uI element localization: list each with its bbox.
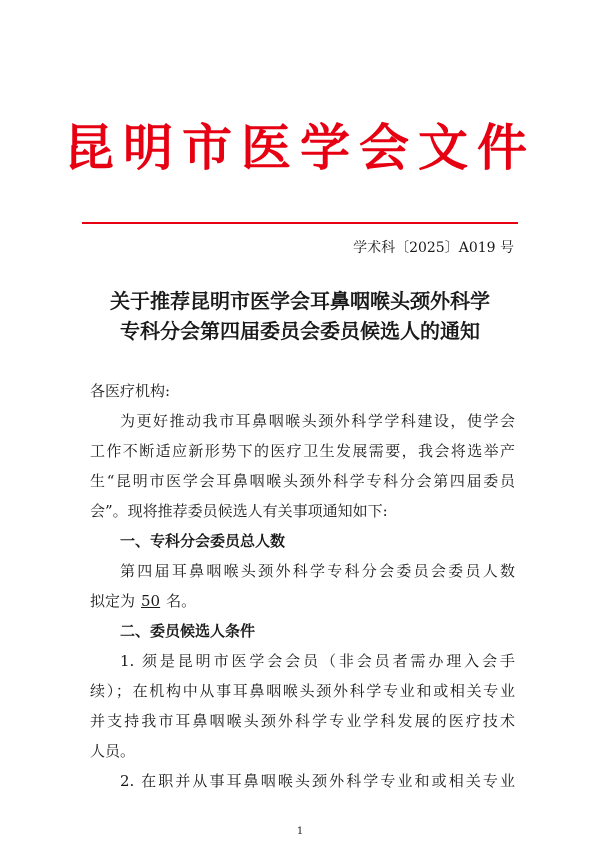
quota-prefix: 拟定为 (90, 592, 136, 610)
section-1-paragraph-line: 第四届耳鼻咽喉头颈外科学专科分会委员会委员人数 (120, 562, 515, 580)
condition-2-line: 2. 在职并从事耳鼻咽喉头颈外科学专业和或相关专业 (120, 772, 515, 790)
condition-1-line: 并支持我市耳鼻咽喉头颈外科学专业学科发展的医疗技术 (90, 712, 515, 730)
org-header-title: 昆明市医学会文件 (64, 118, 536, 177)
section-2-heading: 二、委员候选人条件 (120, 622, 256, 640)
condition-1-line: 续）；在机构中从事耳鼻咽喉头颈外科学专业和或相关专业 (90, 682, 515, 700)
section-1-paragraph-line (90, 586, 515, 616)
document-number: 学术科〔2025〕A019 号 (353, 240, 514, 256)
section-1-heading: 一、专科分会委员总人数 (120, 532, 286, 550)
quota-suffix: 名。 (166, 592, 197, 610)
condition-1-line: 1. 须是昆明市医学会会员（非会员者需办理入会手 (120, 652, 515, 670)
document-title-line-2: 专科分会第四届委员会委员候选人的通知 (120, 319, 480, 343)
salutation: 各医疗机构: (90, 382, 171, 400)
intro-paragraph-line: 会”。现将推荐委员候选人有关事项通知如下: (90, 502, 388, 520)
intro-paragraph-line: 工作不断适应新形势下的医疗卫生发展需要，我会将选举产 (90, 442, 515, 460)
quota-value: 50 (141, 592, 161, 610)
intro-paragraph-line: 为更好推动我市耳鼻咽喉头颈外科学学科建设，使学会 (120, 412, 515, 430)
document-title-line-1: 关于推荐昆明市医学会耳鼻咽喉头颈外科学 (110, 289, 490, 313)
condition-1-line: 人员。 (90, 742, 136, 760)
intro-paragraph-line: 生“昆明市医学会耳鼻咽喉头颈外科学专科分会第四届委员 (90, 472, 515, 490)
red-divider-line (82, 222, 518, 224)
page-number: 1 (296, 826, 304, 837)
